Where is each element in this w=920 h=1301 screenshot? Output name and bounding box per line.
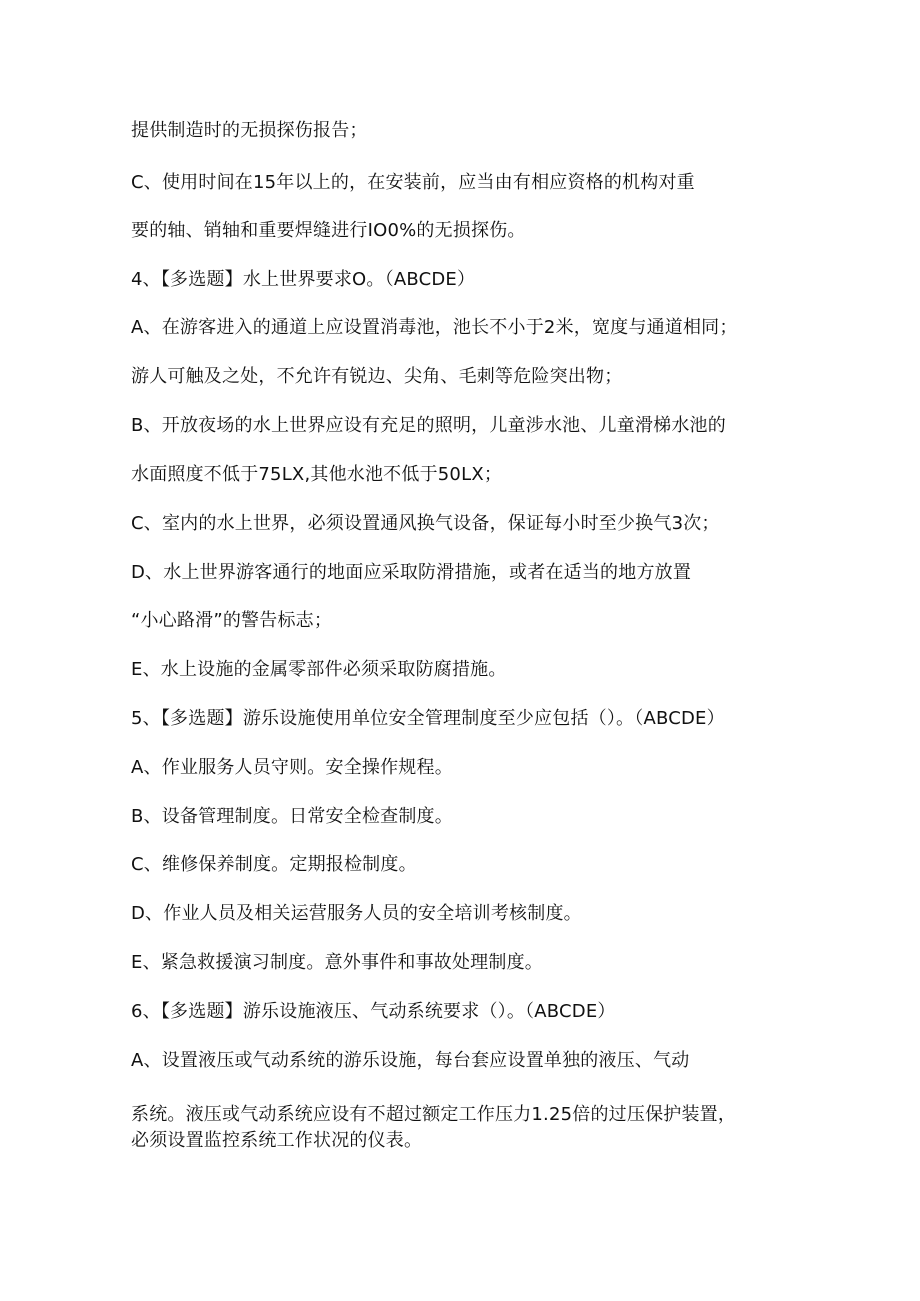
text-line: C、使用时间在15年以上的，在安装前，应当由有相应资格的机构对重 xyxy=(131,172,695,193)
text-line: 必须设置监控系统工作状况的仪表。 xyxy=(131,1130,423,1151)
text-line: C、室内的水上世界，必须设置通风换气设备，保证每小时至少换气3次； xyxy=(131,513,720,534)
text-line: A、作业服务人员守则。安全操作规程。 xyxy=(131,757,453,778)
question-heading: 4、【多选题】水上世界要求O。（ABCDE） xyxy=(131,269,476,290)
text-line: 水面照度不低于75LX,其他水池不低于50LX； xyxy=(131,464,503,485)
text-line: C、维修保养制度。定期报检制度。 xyxy=(131,854,417,875)
text-line: A、在游客进入的通道上应设置消毒池，池长不小于2米，宽度与通道相同； xyxy=(131,317,738,338)
text-line: D、作业人员及相关运营服务人员的安全培训考核制度。 xyxy=(131,903,582,924)
text-line: A、设置液压或气动系统的游乐设施，每台套应设置单独的液压、气动 xyxy=(131,1050,690,1071)
text-line: B、设备管理制度。日常安全检查制度。 xyxy=(131,806,453,827)
text-line: 游人可触及之处，不允许有锐边、尖角、毛刺等危险突出物； xyxy=(131,366,623,387)
question-heading: 6、【多选题】游乐设施液压、气动系统要求（）。（ABCDE） xyxy=(131,1001,616,1022)
text-line: 提供制造时的无损探伤报告； xyxy=(131,120,368,141)
text-line: 系统。液压或气动系统应设有不超过额定工作压力1.25倍的过压保护装置， xyxy=(131,1104,737,1125)
text-line: 要的轴、销轴和重要焊缝进行IO0%的无损探伤。 xyxy=(131,220,526,241)
question-heading: 5、【多选题】游乐设施使用单位安全管理制度至少应包括（）。（ABCDE） xyxy=(131,708,725,729)
text-line: E、紧急救援演习制度。意外事件和事故处理制度。 xyxy=(131,952,543,973)
text-line: “小心路滑”的警告标志； xyxy=(131,610,333,631)
text-line: E、水上设施的金属零部件必须采取防腐措施。 xyxy=(131,659,507,680)
text-line: D、水上世界游客通行的地面应采取防滑措施，或者在适当的地方放置 xyxy=(131,562,692,583)
text-line: B、开放夜场的水上世界应设有充足的照明，儿童涉水池、儿童滑梯水池的 xyxy=(131,415,726,436)
